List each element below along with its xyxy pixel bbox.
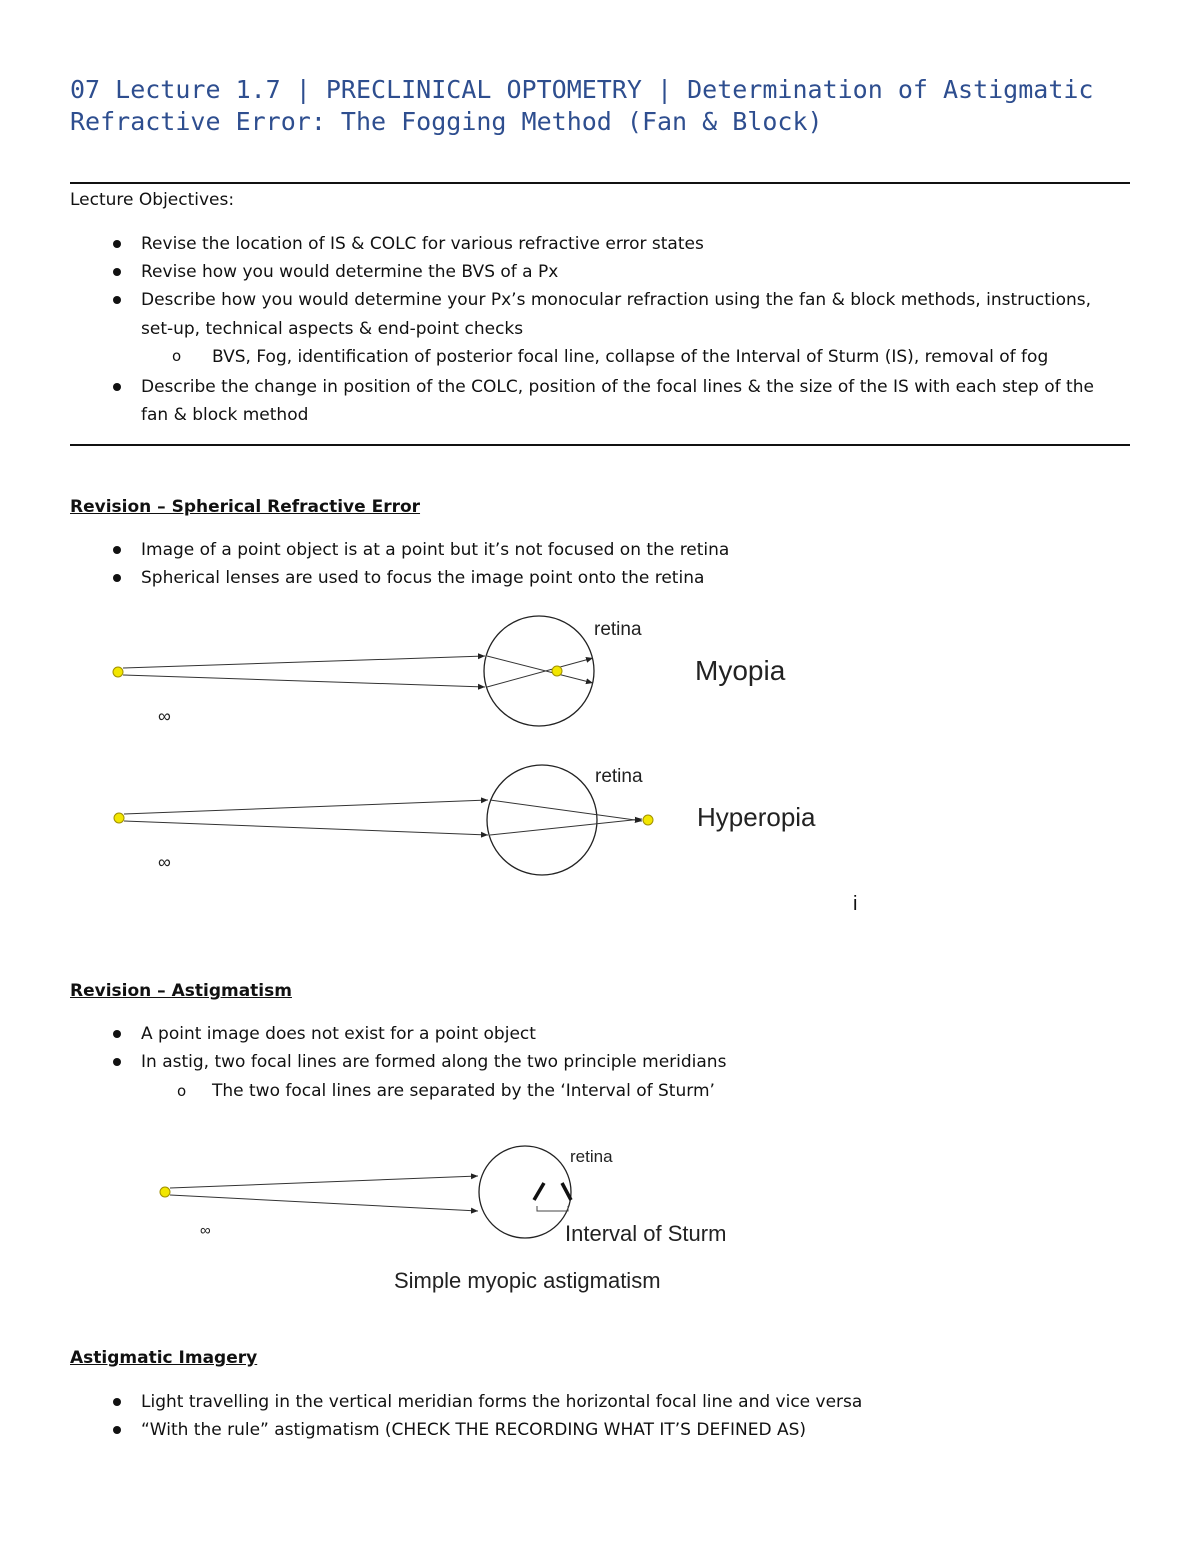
objective-item: Revise how you would determine the BVS of a Px bbox=[141, 262, 559, 282]
point-object bbox=[160, 1187, 170, 1197]
sub-bullet-icon: o bbox=[172, 347, 182, 365]
spherical-error-diagram bbox=[0, 600, 1200, 930]
myopia-label: Myopia bbox=[695, 655, 786, 686]
interval-bracket bbox=[537, 1206, 568, 1211]
myopia-diagram bbox=[113, 616, 786, 726]
hyperopia-diagram bbox=[114, 765, 816, 875]
hyperopia-label: Hyperopia bbox=[697, 802, 816, 832]
astigmatism-diagram bbox=[0, 1130, 1200, 1305]
objective-subitem: BVS, Fog, identification of posterior focal line, collapse of the Interval of Sturm (IS), removal of fog bbox=[212, 347, 1049, 367]
imagery-item: Light travelling in the vertical meridian forms the horizontal focal line and vice versa bbox=[141, 1392, 863, 1412]
bullet-icon bbox=[113, 268, 121, 276]
spherical-item: Spherical lenses are used to focus the image point onto the retina bbox=[141, 568, 705, 588]
infinity-label: ∞ bbox=[158, 852, 171, 872]
interval-of-sturm-label: Interval of Sturm bbox=[565, 1221, 727, 1246]
retina-label: retina bbox=[570, 1147, 613, 1166]
title-line-2: Refractive Error: The Fogging Method (Fan & Block) bbox=[70, 107, 823, 136]
stray-mark: i bbox=[853, 893, 858, 915]
objective-item: Describe how you would determine your Px’s monocular refraction using the fan & block methods, instructions, bbox=[141, 290, 1092, 310]
top-divider bbox=[70, 182, 1130, 184]
point-object bbox=[113, 667, 123, 677]
imagery-heading: Astigmatic Imagery bbox=[70, 1348, 258, 1368]
spherical-item: Image of a point object is at a point but it’s not focused on the retina bbox=[141, 540, 730, 560]
eye-circle bbox=[487, 765, 597, 875]
objective-item-continued: set-up, technical aspects & end-point checks bbox=[141, 319, 524, 339]
astigmatism-subitem: The two focal lines are separated by the ‘Interval of Sturm’ bbox=[212, 1081, 715, 1101]
anterior-focal-line bbox=[534, 1183, 544, 1200]
image-point bbox=[552, 666, 562, 676]
astigmatism-item: In astig, two focal lines are formed along the two principle meridians bbox=[141, 1052, 727, 1072]
eye-circle bbox=[479, 1146, 571, 1238]
spherical-heading: Revision – Spherical Refractive Error bbox=[70, 497, 421, 517]
imagery-item: “With the rule” astigmatism (CHECK THE RECORDING WHAT IT’S DEFINED AS) bbox=[141, 1420, 807, 1440]
retina-label: retina bbox=[595, 766, 643, 787]
eye-circle bbox=[484, 616, 594, 726]
bullet-icon bbox=[113, 240, 121, 248]
bullet-icon bbox=[113, 1058, 121, 1066]
image-point bbox=[643, 815, 653, 825]
bottom-divider bbox=[70, 444, 1130, 446]
document-title bbox=[70, 74, 1130, 138]
bullet-icon bbox=[113, 574, 121, 582]
sub-bullet-icon: o bbox=[177, 1082, 187, 1100]
bullet-icon bbox=[113, 383, 121, 391]
diagram-caption: Simple myopic astigmatism bbox=[394, 1268, 661, 1293]
retina-label: retina bbox=[594, 619, 642, 640]
point-object bbox=[114, 813, 124, 823]
infinity-label: ∞ bbox=[200, 1222, 211, 1239]
title-line-1: 07 Lecture 1.7 | PRECLINICAL OPTOMETRY | Determination of Astigmatic bbox=[70, 75, 1094, 104]
bullet-icon bbox=[113, 296, 121, 304]
objectives-heading: Lecture Objectives: bbox=[70, 190, 235, 210]
objective-item: Revise the location of IS & COLC for various refractive error states bbox=[141, 234, 704, 254]
infinity-label: ∞ bbox=[158, 706, 171, 726]
objective-item-continued: fan & block method bbox=[141, 405, 309, 425]
objective-item: Describe the change in position of the COLC, position of the focal lines & the size of the IS with each step of the bbox=[141, 377, 1094, 397]
bullet-icon bbox=[113, 1030, 121, 1038]
bullet-icon bbox=[113, 1426, 121, 1434]
astigmatism-heading: Revision – Astigmatism bbox=[70, 981, 292, 1001]
bullet-icon bbox=[113, 546, 121, 554]
posterior-focal-line bbox=[562, 1183, 571, 1200]
bullet-icon bbox=[113, 1398, 121, 1406]
astigmatism-item: A point image does not exist for a point object bbox=[141, 1024, 536, 1044]
